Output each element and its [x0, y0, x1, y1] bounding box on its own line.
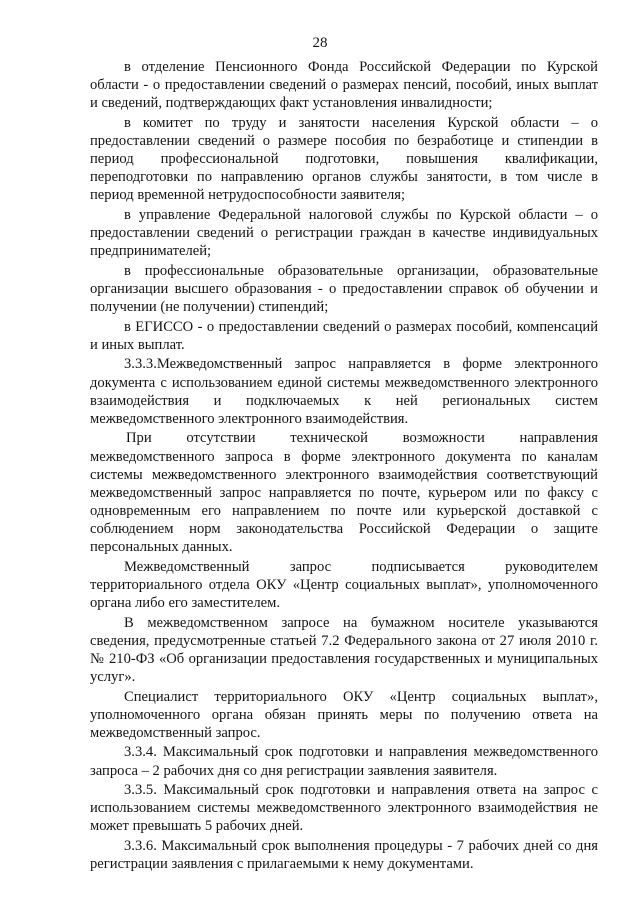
- paragraph-no-technical-possibility: При отсутствии технической возможности направления межведомственного запроса в форме электронного документа по каналам системы межведомственного электронного взаимодействия соответствующий межведомственный запрос направляется по почте, курьером или по факсу с одновременным его направлением по почте или курьерской доставкой с соблюдением норм законодательства Российской Федерации о защите персональных данных.: [90, 430, 598, 555]
- page-number: 28: [312, 35, 328, 51]
- paragraph-pension-fund: в отделение Пенсионного Фонда Российской Федерации по Курской области - о предоставлении сведений о размерах пенсий, пособий, иных выплат и сведений, подтверждающих факт установления инвалидности;: [90, 59, 598, 112]
- paragraph-3-3-5: 3.3.5. Максимальный срок подготовки и направления ответа на запрос с использованием системы межведомственного электронного взаимодействия не может превышать 5 рабочих дней.: [90, 782, 598, 835]
- paragraph-paper-request: В межведомственном запросе на бумажном носителе указываются сведения, предусмотренные статьей 7.2 Федерального закона от 27 июля 2010 г. № 210-ФЗ «Об организации предоставления государственных и муниципальных услуг».: [90, 614, 598, 685]
- paragraph-3-3-4: 3.3.4. Максимальный срок подготовки и направления межведомственного запроса – 2 рабочих дня со дня регистрации заявления заявителя.: [90, 744, 598, 779]
- paragraph-3-3-6: 3.3.6. Максимальный срок выполнения процедуры - 7 рабочих дней со дня регистрации заявления с прилагаемыми к нему документами.: [90, 838, 598, 873]
- document-body: [90, 58, 598, 875]
- paragraph-request-signing: Межведомственный запрос подписывается руководителем территориального отдела ОКУ «Центр социальных выплат», уполномоченного органа либо его заместителем.: [90, 558, 598, 611]
- paragraph-3-3-3: 3.3.3.Межведомственный запрос направляется в форме электронного документа с использованием единой системы межведомственного электронного взаимодействия и подключаемых к ней региональных систем межведомственного электронного взаимодействия.: [90, 356, 598, 427]
- paragraph-educational-organizations: в профессиональные образовательные организации, образовательные организации высшего образования - о предоставлении справок об обучении и получении (не получении) стипендий;: [90, 262, 598, 315]
- paragraph-specialist-duty: Специалист территориального ОКУ «Центр социальных выплат», уполномоченного органа обязан принять меры по получению ответа на межведомственный запрос.: [90, 688, 598, 741]
- paragraph-tax-service: в управление Федеральной налоговой службы по Курской области – о предоставлении сведений о регистрации граждан в качестве индивидуальных предпринимателей;: [90, 206, 598, 260]
- paragraph-labor-committee: в комитет по труду и занятости населения Курской области – о предоставлении сведений о размере пособия по безработице и стипендии в период профессиональной подготовки, повышения квалификации, переподготовки по направлению органов службы занятости, в том числе в период временной нетрудоспособности заявителя;: [90, 114, 598, 204]
- paragraph-egisso: в ЕГИССО - о предоставлении сведений о размерах пособий, компенсаций и иных выплат.: [90, 318, 598, 353]
